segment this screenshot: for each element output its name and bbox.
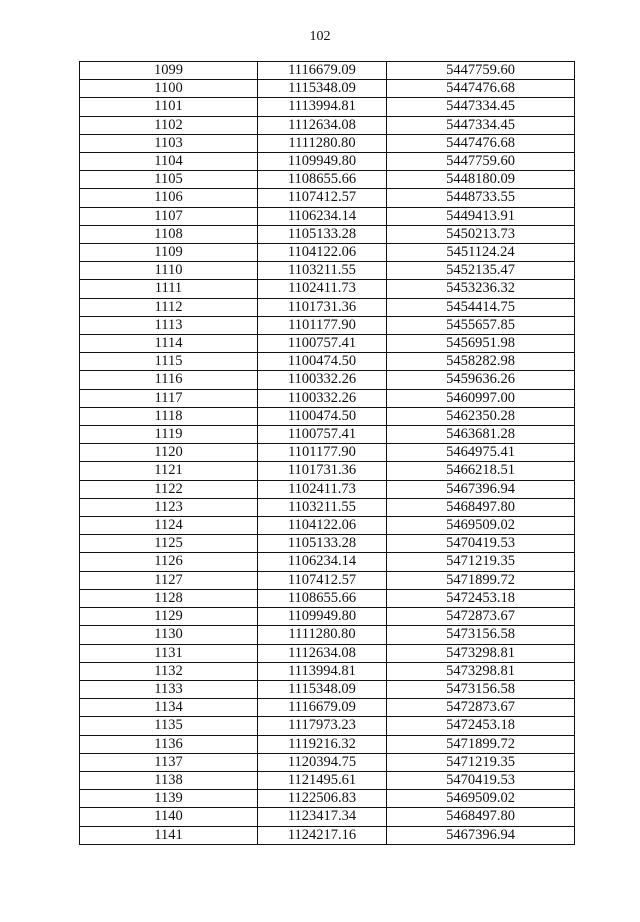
y-coordinate-cell: 5471219.35 [387, 753, 575, 771]
page-number: 102 [309, 29, 331, 44]
x-coordinate-cell: 1100757.41 [258, 426, 387, 444]
y-coordinate-cell: 5448733.55 [387, 189, 575, 207]
table-row [80, 498, 575, 516]
x-coordinate-cell: 1124217.16 [258, 826, 387, 844]
table-row [80, 134, 575, 152]
x-coordinate-cell: 1106234.14 [258, 207, 387, 225]
x-coordinate-cell: 1119216.32 [258, 735, 387, 753]
point-number-cell: 1126 [80, 553, 258, 571]
point-number-cell: 1125 [80, 535, 258, 553]
table-row [80, 553, 575, 571]
x-coordinate-cell: 1111280.80 [258, 134, 387, 152]
y-coordinate-cell: 5448180.09 [387, 171, 575, 189]
table-row [80, 353, 575, 371]
x-coordinate-cell: 1116679.09 [258, 62, 387, 80]
point-number-cell: 1106 [80, 189, 258, 207]
point-number-cell: 1118 [80, 407, 258, 425]
y-coordinate-cell: 5470419.53 [387, 771, 575, 789]
table-row [80, 753, 575, 771]
table-row [80, 699, 575, 717]
x-coordinate-cell: 1101177.90 [258, 444, 387, 462]
x-coordinate-cell: 1121495.61 [258, 771, 387, 789]
y-coordinate-cell: 5470419.53 [387, 535, 575, 553]
x-coordinate-cell: 1100332.26 [258, 371, 387, 389]
point-number-cell: 1136 [80, 735, 258, 753]
x-coordinate-cell: 1108655.66 [258, 589, 387, 607]
table-row [80, 225, 575, 243]
table-row [80, 171, 575, 189]
table-row [80, 116, 575, 134]
table-row [80, 790, 575, 808]
point-number-cell: 1111 [80, 280, 258, 298]
y-coordinate-cell: 5472873.67 [387, 608, 575, 626]
x-coordinate-cell: 1102411.73 [258, 280, 387, 298]
x-coordinate-cell: 1105133.28 [258, 535, 387, 553]
y-coordinate-cell: 5473298.81 [387, 662, 575, 680]
table-row [80, 462, 575, 480]
point-number-cell: 1119 [80, 426, 258, 444]
point-number-cell: 1140 [80, 808, 258, 826]
point-number-cell: 1128 [80, 589, 258, 607]
x-coordinate-cell: 1113994.81 [258, 98, 387, 116]
point-number-cell: 1134 [80, 699, 258, 717]
y-coordinate-cell: 5473156.58 [387, 680, 575, 698]
x-coordinate-cell: 1116679.09 [258, 699, 387, 717]
y-coordinate-cell: 5463681.28 [387, 426, 575, 444]
point-number-cell: 1139 [80, 790, 258, 808]
table-row [80, 262, 575, 280]
point-number-cell: 1117 [80, 389, 258, 407]
y-coordinate-cell: 5447476.68 [387, 80, 575, 98]
y-coordinate-cell: 5447334.45 [387, 98, 575, 116]
x-coordinate-cell: 1108655.66 [258, 171, 387, 189]
point-number-cell: 1102 [80, 116, 258, 134]
table-row [80, 644, 575, 662]
point-number-cell: 1121 [80, 462, 258, 480]
x-coordinate-cell: 1101177.90 [258, 316, 387, 334]
point-number-cell: 1122 [80, 480, 258, 498]
point-number-cell: 1129 [80, 608, 258, 626]
y-coordinate-cell: 5452135.47 [387, 262, 575, 280]
table-row [80, 735, 575, 753]
table-row [80, 626, 575, 644]
y-coordinate-cell: 5466218.51 [387, 462, 575, 480]
point-number-cell: 1113 [80, 316, 258, 334]
x-coordinate-cell: 1112634.08 [258, 116, 387, 134]
point-number-cell: 1101 [80, 98, 258, 116]
point-number-cell: 1133 [80, 680, 258, 698]
x-coordinate-cell: 1115348.09 [258, 80, 387, 98]
y-coordinate-cell: 5451124.24 [387, 244, 575, 262]
table-row [80, 571, 575, 589]
y-coordinate-cell: 5456951.98 [387, 335, 575, 353]
point-number-cell: 1138 [80, 771, 258, 789]
x-coordinate-cell: 1100332.26 [258, 389, 387, 407]
y-coordinate-cell: 5468497.80 [387, 498, 575, 516]
x-coordinate-cell: 1109949.80 [258, 153, 387, 171]
x-coordinate-cell: 1100474.50 [258, 407, 387, 425]
point-number-cell: 1131 [80, 644, 258, 662]
table-row [80, 389, 575, 407]
x-coordinate-cell: 1106234.14 [258, 553, 387, 571]
table-row [80, 80, 575, 98]
point-number-cell: 1137 [80, 753, 258, 771]
y-coordinate-cell: 5468497.80 [387, 808, 575, 826]
table-row [80, 589, 575, 607]
y-coordinate-cell: 5469509.02 [387, 790, 575, 808]
point-number-cell: 1108 [80, 225, 258, 243]
y-coordinate-cell: 5467396.94 [387, 480, 575, 498]
y-coordinate-cell: 5464975.41 [387, 444, 575, 462]
table-row [80, 426, 575, 444]
table-row [80, 480, 575, 498]
table-row [80, 62, 575, 80]
x-coordinate-cell: 1120394.75 [258, 753, 387, 771]
x-coordinate-cell: 1111280.80 [258, 626, 387, 644]
table-row [80, 98, 575, 116]
y-coordinate-cell: 5459636.26 [387, 371, 575, 389]
point-number-cell: 1104 [80, 153, 258, 171]
table-row [80, 280, 575, 298]
y-coordinate-cell: 5471219.35 [387, 553, 575, 571]
table-row [80, 153, 575, 171]
point-number-cell: 1123 [80, 498, 258, 516]
y-coordinate-cell: 5458282.98 [387, 353, 575, 371]
point-number-cell: 1120 [80, 444, 258, 462]
point-number-cell: 1127 [80, 571, 258, 589]
y-coordinate-cell: 5472453.18 [387, 717, 575, 735]
table-row [80, 535, 575, 553]
x-coordinate-cell: 1115348.09 [258, 680, 387, 698]
y-coordinate-cell: 5473156.58 [387, 626, 575, 644]
table-row [80, 517, 575, 535]
table-row [80, 298, 575, 316]
x-coordinate-cell: 1102411.73 [258, 480, 387, 498]
y-coordinate-cell: 5472453.18 [387, 589, 575, 607]
y-coordinate-cell: 5455657.85 [387, 316, 575, 334]
y-coordinate-cell: 5460997.00 [387, 389, 575, 407]
table-row [80, 407, 575, 425]
y-coordinate-cell: 5450213.73 [387, 225, 575, 243]
point-number-cell: 1130 [80, 626, 258, 644]
x-coordinate-cell: 1109949.80 [258, 608, 387, 626]
point-number-cell: 1105 [80, 171, 258, 189]
y-coordinate-cell: 5471899.72 [387, 735, 575, 753]
x-coordinate-cell: 1101731.36 [258, 298, 387, 316]
x-coordinate-cell: 1113994.81 [258, 662, 387, 680]
point-number-cell: 1099 [80, 62, 258, 80]
point-number-cell: 1132 [80, 662, 258, 680]
y-coordinate-cell: 5449413.91 [387, 207, 575, 225]
y-coordinate-cell: 5473298.81 [387, 644, 575, 662]
y-coordinate-cell: 5447759.60 [387, 62, 575, 80]
point-number-cell: 1103 [80, 134, 258, 152]
x-coordinate-cell: 1100757.41 [258, 335, 387, 353]
x-coordinate-cell: 1101731.36 [258, 462, 387, 480]
table-row [80, 680, 575, 698]
table-row [80, 662, 575, 680]
y-coordinate-cell: 5447334.45 [387, 116, 575, 134]
point-number-cell: 1115 [80, 353, 258, 371]
table-row [80, 316, 575, 334]
y-coordinate-cell: 5462350.28 [387, 407, 575, 425]
table-row [80, 826, 575, 844]
point-number-cell: 1141 [80, 826, 258, 844]
y-coordinate-cell: 5472873.67 [387, 699, 575, 717]
y-coordinate-cell: 5467396.94 [387, 826, 575, 844]
table-row [80, 189, 575, 207]
x-coordinate-cell: 1104122.06 [258, 517, 387, 535]
point-number-cell: 1135 [80, 717, 258, 735]
table-row [80, 207, 575, 225]
x-coordinate-cell: 1112634.08 [258, 644, 387, 662]
table-row [80, 771, 575, 789]
x-coordinate-cell: 1107412.57 [258, 189, 387, 207]
table-row [80, 244, 575, 262]
x-coordinate-cell: 1123417.34 [258, 808, 387, 826]
point-number-cell: 1112 [80, 298, 258, 316]
x-coordinate-cell: 1122506.83 [258, 790, 387, 808]
x-coordinate-cell: 1100474.50 [258, 353, 387, 371]
point-number-cell: 1100 [80, 80, 258, 98]
x-coordinate-cell: 1117973.23 [258, 717, 387, 735]
x-coordinate-cell: 1107412.57 [258, 571, 387, 589]
point-number-cell: 1116 [80, 371, 258, 389]
table-row [80, 335, 575, 353]
y-coordinate-cell: 5447759.60 [387, 153, 575, 171]
y-coordinate-cell: 5469509.02 [387, 517, 575, 535]
coordinates-table-body [80, 62, 575, 845]
coordinates-table [79, 61, 575, 845]
y-coordinate-cell: 5447476.68 [387, 134, 575, 152]
table-row [80, 371, 575, 389]
y-coordinate-cell: 5453236.32 [387, 280, 575, 298]
table-row [80, 717, 575, 735]
x-coordinate-cell: 1103211.55 [258, 262, 387, 280]
x-coordinate-cell: 1103211.55 [258, 498, 387, 516]
table-row [80, 444, 575, 462]
point-number-cell: 1114 [80, 335, 258, 353]
point-number-cell: 1107 [80, 207, 258, 225]
point-number-cell: 1110 [80, 262, 258, 280]
table-row [80, 608, 575, 626]
point-number-cell: 1109 [80, 244, 258, 262]
point-number-cell: 1124 [80, 517, 258, 535]
y-coordinate-cell: 5454414.75 [387, 298, 575, 316]
x-coordinate-cell: 1105133.28 [258, 225, 387, 243]
y-coordinate-cell: 5471899.72 [387, 571, 575, 589]
x-coordinate-cell: 1104122.06 [258, 244, 387, 262]
table-row [80, 808, 575, 826]
